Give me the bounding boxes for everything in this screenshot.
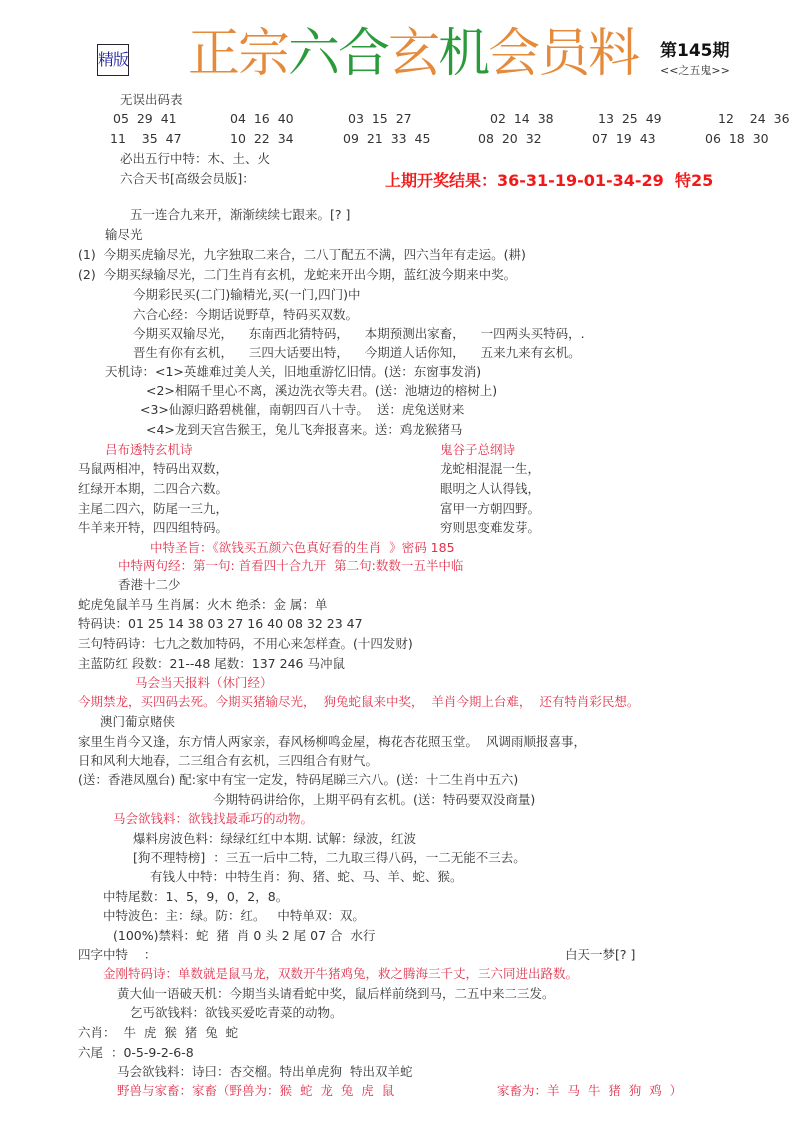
code-cell: 08 20 32: [478, 131, 542, 146]
code-cell: 04 16 40: [230, 111, 294, 126]
poem-line: 眼明之人认得钱，: [440, 481, 541, 496]
text-line: (100%)禁料：蛇 猪 肖 0 头 2 尾 07 合 水行: [113, 928, 376, 943]
title-char: 员: [538, 24, 589, 84]
text-line: 金刚特码诗：单数就是鼠马龙，双数开牛猪鸡兔，救之腾海三千丈，三六同进出路数。: [103, 966, 579, 981]
issue-subtitle: <<之五鬼>>: [660, 64, 730, 77]
text-line: (送：香港凤凰台) 配:家中有宝一定发，特码尾睇三六八。(送：十二生肖中五六): [78, 772, 519, 787]
code-table-title: 无误出码表: [120, 92, 183, 107]
code-cell: 12 24 36: [718, 111, 790, 126]
text-line: 家里生肖今又逢，东方情人两家亲，春风杨柳鸣金屋，梅花杏花照玉堂。 风调雨顺报喜事，: [78, 734, 586, 749]
text-line: [狗不理特榜] ：三五一后中二特，二九取三得八码，一二无能不三去。: [133, 850, 526, 865]
text-line: 香港十二少: [118, 577, 181, 592]
code-cell: 13 25 49: [598, 111, 662, 126]
text-line: 今期买双输尽光， 东南西北猜特码， 本期预测出家畜， 一四两头买特码，.: [133, 326, 585, 341]
text-line: 野兽与家畜：家畜（野兽为：猴 蛇 龙 兔 虎 鼠: [117, 1083, 395, 1098]
code-cell: 06 18 30: [705, 131, 769, 146]
text-line: 白天一梦[? ]: [565, 947, 636, 962]
text-line: <2>相隔千里心不离，溪边洗衣等夫君。(送：池塘边的榕树上): [146, 383, 498, 398]
text-line: 晋生有你有玄机， 三四大话要出特， 今期道人话你知， 五来九来有玄机。: [133, 345, 581, 360]
title-char: 正: [188, 24, 239, 84]
text-line: 马会当天报料（休门经）: [135, 675, 273, 690]
last-draw-result: 上期开奖结果：36-31-19-01-34-29 特25: [385, 171, 714, 190]
text-line: 必出五行中特：木、土、火: [120, 151, 271, 166]
poem-line: 龙蛇相混混一生，: [440, 461, 541, 476]
issue-number: 第145期: [660, 41, 730, 61]
text-line: 马会欲钱料：欲钱找最乖巧的动物。: [113, 811, 314, 826]
code-cell: 05 29 41: [113, 111, 177, 126]
poem-right-title: 鬼谷子总纲诗: [440, 442, 516, 457]
code-cell: 02 14 38: [490, 111, 554, 126]
text-line: 蛇虎兔鼠羊马 生肖属：火木 绝杀：金 属：单: [78, 597, 328, 612]
text-line: 澳门葡京赌侠: [100, 714, 176, 729]
text-line: 中特两句经：第一句: 首看四十合九开 第二句:数数一五半中临: [118, 558, 464, 573]
title-char: 合: [338, 24, 389, 84]
poem-line: 红绿开本期，二四合六数。: [78, 481, 229, 496]
text-line: 今期彩民买(二门)输精光,买(一门,四门)中: [133, 287, 361, 302]
text-line: 输尽光: [105, 227, 143, 242]
code-cell: 10 22 34: [230, 131, 294, 146]
poem-line: 马鼠两相冲，特码出双数，: [78, 461, 229, 476]
text-line: 黄大仙一语破天机：今期当头请看蛇中奖，鼠后样前绕到马，二五中来二三发。: [117, 986, 555, 1001]
text-line: 爆料房波色料：绿绿红红中本期. 试解：绿波，红波: [133, 831, 416, 846]
poem-line: 富甲一方朝四野。: [440, 501, 541, 516]
poem-line: 穷则思变难发芽。: [440, 520, 541, 535]
title-char: 机: [438, 24, 489, 84]
text-line: 马会欲钱料：诗曰：杏交榴。特出单虎狗 特出双羊蛇: [117, 1064, 413, 1079]
text-line: 乞丐欲钱料：欲钱买爱吃青菜的动物。: [130, 1005, 343, 1020]
text-line: 六合心经：今期话说野草，特码买双数。: [133, 307, 359, 322]
text-line: 有钱人中特：中特生肖：狗、猪、蛇、马、羊、蛇、猴。: [150, 869, 463, 884]
code-cell: 03 15 27: [348, 111, 412, 126]
title-char: 料: [588, 24, 639, 84]
text-line: 中特尾数：1、5，9，0，2，8。: [103, 889, 289, 904]
text-line: <4>龙到天宫告猴王，兔儿飞奔报喜来。送：鸡龙猴猪马: [146, 422, 463, 437]
text-line: 四字中特 ：: [78, 947, 157, 962]
title-char: 会: [488, 24, 539, 84]
text-line: 今期禁龙，买四码去死。今期买猪输尽光， 狗兔蛇鼠来中奖， 羊肖今期上台难， 还有特肖彩民想。: [78, 694, 640, 709]
text-line: (2) 今期买绿输尽光，二门生肖有玄机，龙蛇来开出今期，蓝红波今期来中奖。: [78, 267, 517, 282]
text-line: (1) 今期买虎输尽光，九字独取二来合，二八丁配五不满，四六当年有走运。(耕): [78, 247, 526, 262]
code-cell: 11 35 47: [110, 131, 182, 146]
text-line: 家畜为：羊 马 牛 猪 狗 鸡 ）: [497, 1083, 683, 1098]
text-line: 今期特码讲给你，上期平码有玄机。(送：特码要双没商量): [213, 792, 536, 807]
text-line: 日和风利大地春，二三组合有玄机，三四组合有财气。: [78, 753, 379, 768]
text-line: 天机诗：<1>英雄难过美人关，旧地重游忆旧情。(送：东窗事发消): [105, 364, 482, 379]
title-char: 玄: [388, 24, 439, 84]
code-cell: 09 21 33 45: [343, 131, 431, 146]
poem-left-title: 吕布透特玄机诗: [105, 442, 193, 457]
text-line: 特码诀：01 25 14 38 03 27 16 40 08 32 23 47: [78, 616, 363, 631]
title-char: 六: [288, 24, 339, 84]
poem-line: 主尾二四六，防尾一三九，: [78, 501, 229, 516]
page-title: [188, 22, 638, 86]
text-line: 中特波色：主：绿。防：红。 中特单双：双。: [103, 908, 365, 923]
text-line: <3>仙源归路碧桃催，南朝四百八十寺。 送：虎兔送财来: [140, 402, 465, 417]
text-line: 中特圣旨：《欲钱买五颜六色真好看的生肖 》密码 185: [150, 540, 455, 555]
title-char: 宗: [238, 24, 289, 84]
text-line: 六肖： 牛 虎 猴 猪 兔 蛇: [78, 1025, 239, 1040]
poem-line: 牛羊来开特，四四组特码。: [78, 520, 229, 535]
text-line: 主蓝防红 段数：21--48 尾数：137 246 马冲鼠: [78, 656, 345, 671]
text-line: 六尾 ：0-5-9-2-6-8: [78, 1045, 194, 1060]
code-cell: 07 19 43: [592, 131, 656, 146]
text-line: 三句特码诗：七九之数加特码，不用心来怎样查。(十四发财): [78, 636, 413, 651]
text-line: 五一连合九来开，渐渐续续七跟来。[? ]: [130, 207, 351, 222]
premium-badge: 精版: [97, 44, 129, 76]
text-line: 六合天书[高级会员版]：: [120, 171, 255, 186]
